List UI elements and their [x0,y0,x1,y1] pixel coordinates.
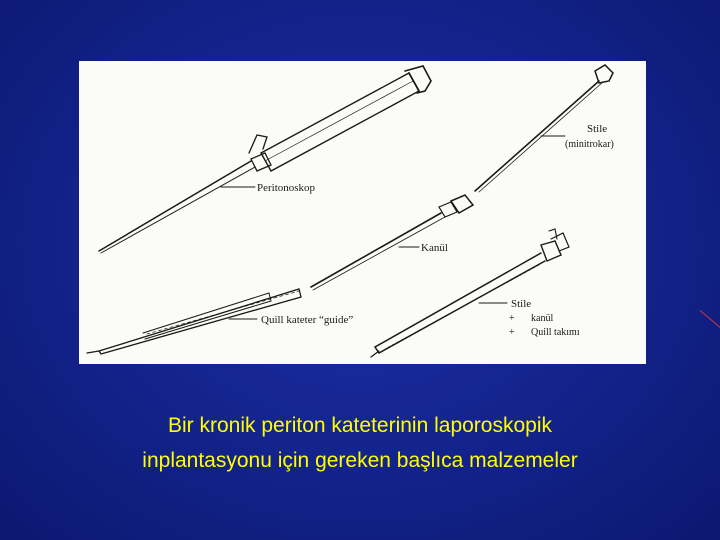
label-minitrokar: (minitrokar) [565,139,614,150]
label-quill-takimi: Quill takımı [531,327,580,338]
label-leader-lines [221,136,565,319]
label-kanul: Kanül [421,242,448,254]
caption-line-2: inplantasyonu için gereken başlıca malzemeler [142,449,578,472]
label-stile: Stile [587,123,608,135]
label-peritonoskop: Peritonoskop [257,182,316,194]
instrument-drawing [79,61,646,364]
instrument-illustration [79,61,646,364]
decorative-line [700,310,720,329]
label-quill-guide: Quill kateter “guide” [261,314,354,326]
peritonoskop-drawing [99,66,431,253]
kanul-drawing [311,195,473,290]
label-plus-1: + [509,313,515,324]
caption-line-1: Bir kronik periton kateterinin laporoskopik [167,414,553,437]
slide-caption [60,408,660,478]
label-plus-2: + [509,327,515,338]
label-kanul-set: kanül [531,313,554,324]
label-stile-set: Stile [511,298,532,310]
